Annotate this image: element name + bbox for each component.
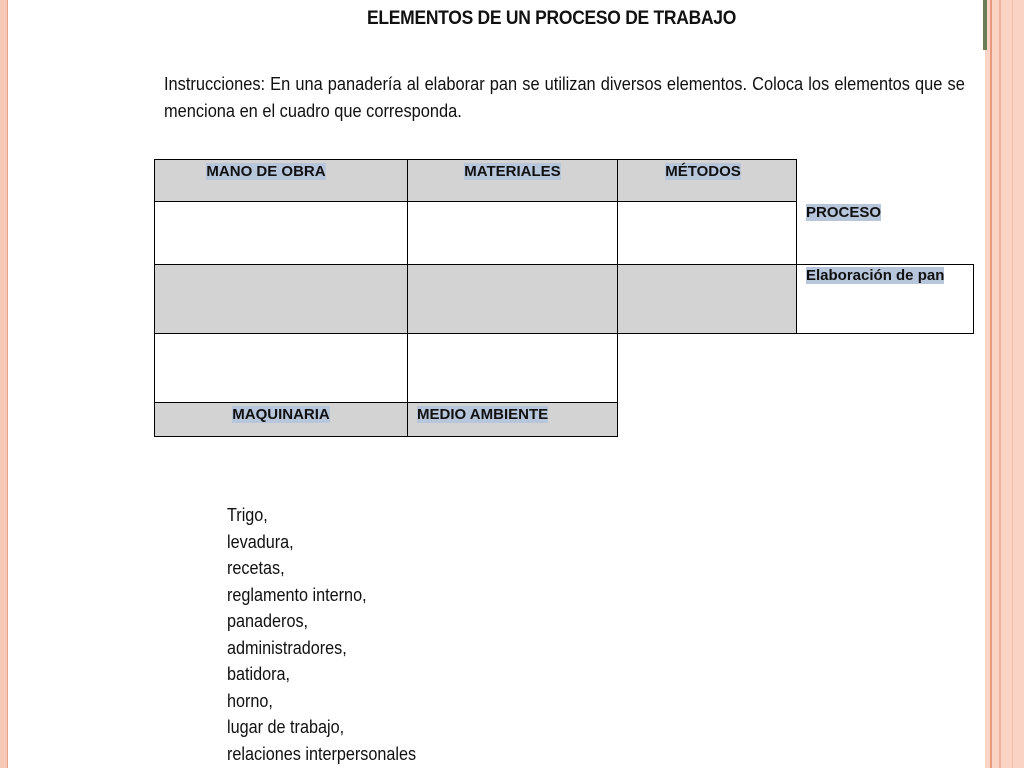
word-list — [227, 502, 416, 767]
list-item: relaciones interpersonales — [227, 743, 417, 764]
list-item: administradores, — [227, 637, 347, 658]
cell-metodos-1[interactable] — [617, 201, 797, 265]
instructions-text: Instrucciones: En una panadería al elaborar pan se utilizan diversos elementos. Coloca los elementos que se menciona en el cuadro que corresponda. — [164, 74, 965, 121]
cell-mano-de-obra-1[interactable] — [154, 201, 408, 265]
cell-maquinaria-1[interactable] — [154, 333, 408, 403]
label-cell-medio-ambiente — [407, 402, 618, 437]
cell-materiales-2[interactable] — [407, 264, 618, 334]
label-maquinaria: MAQUINARIA — [232, 406, 330, 423]
scroll-indicator[interactable] — [983, 0, 987, 50]
label-cell-maquinaria — [154, 402, 408, 437]
header-cell-materiales — [407, 159, 618, 202]
list-item: Trigo, — [227, 505, 268, 525]
header-materiales: MATERIALES — [464, 163, 561, 180]
list-item: levadura, — [227, 531, 294, 552]
cell-mano-de-obra-2[interactable] — [154, 264, 408, 334]
label-medio-ambiente: MEDIO AMBIENTE — [417, 406, 549, 423]
header-cell-metodos — [617, 159, 797, 202]
process-value: Elaboración de pan — [806, 267, 945, 284]
slide-right-border — [985, 0, 1024, 768]
header-cell-mano-de-obra — [154, 159, 408, 202]
cell-materiales-1[interactable] — [407, 201, 618, 265]
header-metodos: MÉTODOS — [665, 163, 741, 180]
list-item: batidora, — [227, 664, 291, 684]
list-item: recetas, — [227, 558, 285, 578]
slide-left-border — [0, 0, 8, 768]
list-item: reglamento interno, — [227, 584, 367, 605]
process-label: PROCESO — [806, 204, 882, 221]
cell-metodos-2[interactable] — [617, 264, 797, 334]
header-mano-de-obra: MANO DE OBRA — [206, 163, 326, 180]
list-item: horno, — [227, 690, 273, 711]
list-item: panaderos, — [227, 611, 309, 631]
page-title: ELEMENTOS DE UN PROCESO DE TRABAJO — [367, 8, 737, 29]
cell-medio-ambiente-1[interactable] — [407, 333, 618, 403]
list-item: lugar de trabajo, — [227, 717, 345, 737]
